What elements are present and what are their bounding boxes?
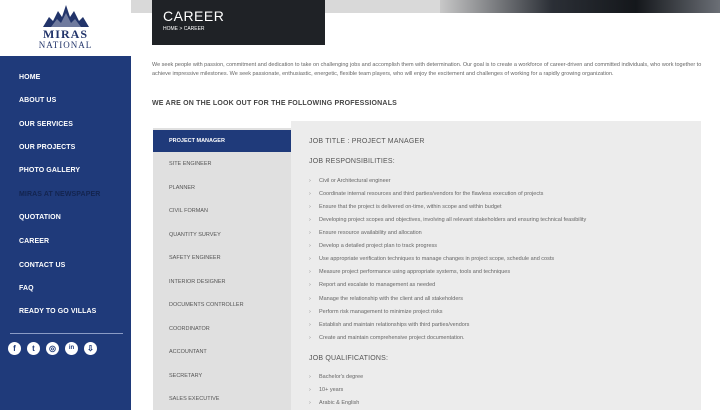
- chevron-right-icon: ›: [309, 296, 311, 302]
- responsibilities-heading: JOB RESPONSIBILITIES:: [309, 158, 395, 165]
- nav-career[interactable]: CAREER: [19, 238, 50, 245]
- chevron-right-icon: ›: [309, 335, 311, 341]
- list-item: › Civil or Architectural engineer: [309, 178, 391, 184]
- tab-documents-controller[interactable]: DOCUMENTS CONTROLLER: [169, 302, 244, 308]
- list-item: › Bachelor's degree: [309, 374, 364, 380]
- chevron-right-icon: ›: [309, 309, 311, 315]
- intro-text: We seek people with passion, commitment and dedication to take on challenging jobs and accomplish them with determination. Our goal is to create a workforce of career-driven and committed individuals, who work together to achieve impressive milestones. We seek passionate, enthusiastic, energetic, flexible team players, who will enjoy the excitement and challenges of working for a rapidly growing organization.: [152, 62, 702, 77]
- breadcrumb: [163, 26, 205, 32]
- logo-subtext: NATIONAL: [38, 40, 93, 50]
- list-item: › Developing project scopes and objectives, involving all relevant stakeholders and ensuring technical feasibility: [309, 217, 587, 223]
- job-tabs: [153, 128, 291, 410]
- nav-divider: [10, 333, 123, 334]
- nav-our-services[interactable]: OUR SERVICES: [19, 121, 73, 128]
- logo[interactable]: [0, 0, 131, 56]
- tab-site-engineer[interactable]: SITE ENGINEER: [169, 161, 212, 167]
- chevron-right-icon: ›: [309, 191, 311, 197]
- nav-about-us[interactable]: ABOUT US: [19, 97, 57, 104]
- facebook-icon[interactable]: f: [8, 342, 21, 355]
- list-item: › Ensure that the project is delivered on-time, within scope and within budget: [309, 204, 502, 210]
- list-item: › Perform risk management to minimize project risks: [309, 309, 443, 315]
- chevron-right-icon: ›: [309, 269, 311, 275]
- chevron-right-icon: ›: [309, 374, 311, 380]
- chevron-right-icon: ›: [309, 217, 311, 223]
- download-icon[interactable]: ⇩: [84, 342, 97, 355]
- list-item: › Measure project performance using appropriate systems, tools and techniques: [309, 269, 511, 275]
- list-item: › Manage the relationship with the client and all stakeholders: [309, 296, 464, 302]
- skyline-logo-icon: [43, 5, 89, 27]
- list-item: › Coordinate internal resources and third parties/vendors for the flawless execution of projects: [309, 191, 544, 197]
- tab-quantity-survey[interactable]: QUANTITY SURVEY: [169, 232, 221, 238]
- tab-sales-executive[interactable]: SALES EXECUTIVE: [169, 396, 220, 402]
- tab-interior-designer[interactable]: INTERIOR DESIGNER: [169, 279, 226, 285]
- list-item: › Ensure resource availability and allocation: [309, 230, 422, 236]
- list-item: › Create and maintain comprehensive project documentation.: [309, 335, 465, 341]
- nav-ready-to-go-villas[interactable]: READY TO GO VILLAS: [19, 308, 97, 315]
- list-item: › Establish and maintain relationships with third parties/vendors: [309, 322, 470, 328]
- instagram-icon[interactable]: ◎: [46, 342, 59, 355]
- job-title: JOB TITLE : PROJECT MANAGER: [309, 138, 425, 145]
- list-item: › Develop a detailed project plan to track progress: [309, 243, 438, 249]
- header-photo: [440, 0, 720, 13]
- breadcrumb-current: CAREER: [183, 26, 205, 32]
- chevron-right-icon: ›: [309, 178, 311, 184]
- list-item: › Use appropriate verification techniques to manage changes in project scope, schedule and costs: [309, 256, 555, 262]
- nav-contact-us[interactable]: CONTACT US: [19, 262, 66, 269]
- chevron-right-icon: ›: [309, 282, 311, 288]
- sidebar: [0, 0, 131, 410]
- lookout-heading: WE ARE ON THE LOOK OUT FOR THE FOLLOWING PROFESSIONALS: [152, 100, 398, 107]
- chevron-right-icon: ›: [309, 243, 311, 249]
- qualifications-heading: JOB QUALIFICATIONS:: [309, 355, 389, 362]
- list-item: › Report and escalate to management as needed: [309, 282, 436, 288]
- chevron-right-icon: ›: [309, 204, 311, 210]
- tab-coordinator[interactable]: COORDINATOR: [169, 326, 210, 332]
- page-title: CAREER: [163, 8, 225, 24]
- nav-faq[interactable]: FAQ: [19, 285, 34, 292]
- tab-safety-engineer[interactable]: SAFETY ENGINEER: [169, 255, 221, 261]
- job-details-panel: [291, 121, 701, 410]
- chevron-right-icon: ›: [309, 256, 311, 262]
- breadcrumb-home[interactable]: HOME: [163, 26, 178, 32]
- page-title-box: [152, 0, 325, 45]
- list-item: › Arabic & English: [309, 400, 360, 406]
- twitter-icon[interactable]: t: [27, 342, 40, 355]
- breadcrumb-separator: >: [179, 26, 183, 32]
- tab-accountant[interactable]: ACCOUNTANT: [169, 349, 207, 355]
- nav-our-projects[interactable]: OUR PROJECTS: [19, 144, 76, 151]
- nav-home[interactable]: HOME: [19, 74, 41, 81]
- tab-secretary[interactable]: SECRETARY: [169, 373, 203, 379]
- linkedin-icon[interactable]: in: [65, 342, 78, 355]
- nav-photo-gallery[interactable]: PHOTO GALLERY: [19, 167, 81, 174]
- chevron-right-icon: ›: [309, 322, 311, 328]
- chevron-right-icon: ›: [309, 400, 311, 406]
- chevron-right-icon: ›: [309, 387, 311, 393]
- logo-text: MIRAS: [42, 27, 88, 41]
- nav-miras-at-newspaper[interactable]: MIRAS AT NEWSPAPER: [19, 191, 101, 198]
- tab-planner[interactable]: PLANNER: [169, 185, 195, 191]
- chevron-right-icon: ›: [309, 230, 311, 236]
- main-nav: [0, 56, 131, 410]
- tab-civil-forman[interactable]: CIVIL FORMAN: [169, 208, 208, 214]
- nav-quotation[interactable]: QUOTATION: [19, 214, 61, 221]
- tab-project-manager[interactable]: PROJECT MANAGER: [153, 130, 291, 152]
- list-item: › 10+ years: [309, 387, 344, 393]
